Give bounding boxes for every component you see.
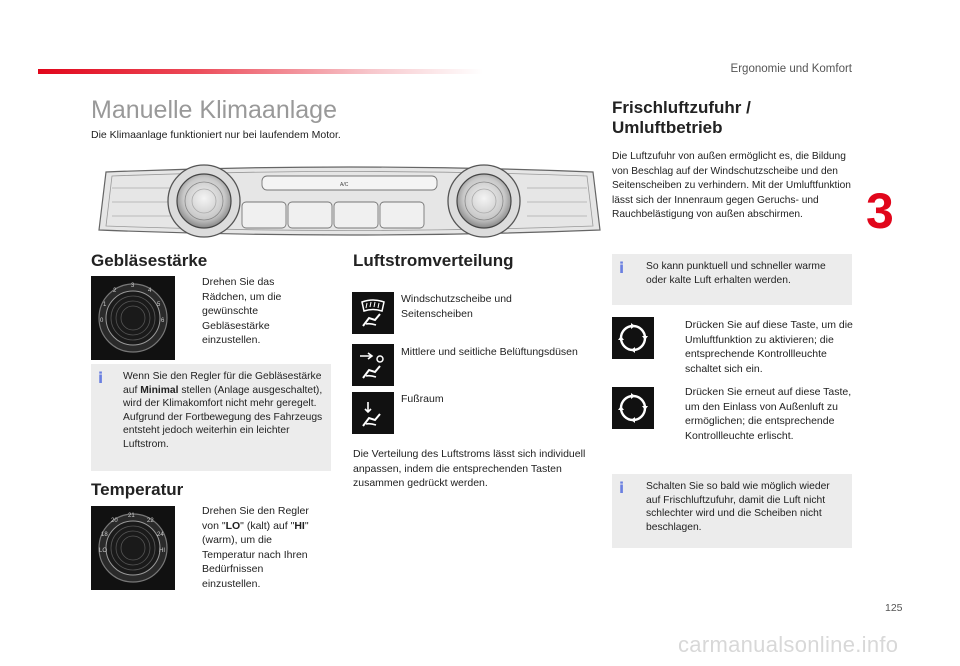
windshield-defrost-icon — [352, 292, 394, 334]
fan-speed-heading: Gebläsestärke — [91, 251, 208, 270]
svg-text:1: 1 — [103, 302, 107, 308]
recirculation-on-icon — [612, 317, 654, 359]
fan-speed-info-note: i Wenn Sie den Regler für die Gebläsestärke auf Minimal stellen (Anlage ausgeschaltet), wird der Klimakomfort nicht mehr geregelt. Aufgrund der Fortbewegung des Fahrzeugs entsteht jedoch weiterhin ein leichter Luftstrom. — [91, 364, 331, 471]
ac-button-label: A/C — [340, 182, 349, 188]
svg-text:24: 24 — [157, 532, 164, 538]
page-number: 125 — [885, 602, 903, 614]
airflow-label-windshield: Windschutzscheibe und Seitenscheiben — [401, 293, 512, 320]
climate-panel-illustration — [92, 158, 607, 244]
page-title: Manuelle Klimaanlage — [91, 96, 337, 124]
airflow-label-footwell: Fußraum — [401, 393, 444, 405]
temperature-knob-image — [91, 506, 175, 590]
svg-text:HI: HI — [159, 548, 165, 554]
fresh-air-info-note: i So kann punktuell und schneller warme oder kalte Luft erhalten werden. — [612, 254, 852, 305]
fresh-air-description: Die Luftzufuhr von außen ermöglicht es, die Bildung von Beschlag auf der Windschutzscheibe und den Seitenscheiben zu verhindern. Mit der Umluftfunktion lässt sich der Innenraum gegen Geruchs- und Rauchbelästigung von außen abschirmen. — [612, 151, 851, 220]
chapter-number: 3 — [866, 183, 894, 239]
svg-text:21: 21 — [128, 513, 135, 519]
svg-text:6: 6 — [161, 318, 165, 324]
recirculation-off-instruction: Drücken Sie erneut auf diese Taste, um den Einlass von Außenluft zu ermöglichen; die entsprechende Kontrollleuchte erlischt. — [685, 386, 852, 442]
svg-text:22: 22 — [147, 518, 154, 524]
svg-text:3: 3 — [131, 283, 135, 289]
recirculation-off-icon — [612, 387, 654, 429]
page-intro: Die Klimaanlage funktioniert nur bei laufendem Motor. — [91, 129, 341, 141]
fan-speed-knob-image — [91, 276, 175, 360]
section-label: Ergonomie und Komfort — [730, 63, 852, 75]
info-icon: i — [619, 259, 625, 277]
svg-text:2: 2 — [113, 288, 117, 294]
info-icon: i — [619, 479, 625, 497]
svg-text:LO: LO — [99, 548, 108, 554]
svg-text:20: 20 — [111, 518, 118, 524]
temperature-instruction: Drehen Sie den Regler von "LO" (kalt) auf "HI" (warm), um die Temperatur nach Ihren Bedürfnissen einzustellen. — [202, 505, 309, 590]
svg-text:4: 4 — [148, 288, 152, 294]
svg-text:5: 5 — [157, 302, 161, 308]
fan-speed-instruction: Drehen Sie das Rädchen, um die gewünschte Gebläsestärke einzustellen. — [202, 276, 282, 346]
svg-text:0: 0 — [100, 318, 104, 324]
fresh-air-warning-note: i Schalten Sie so bald wie möglich wieder auf Frischluftzufuhr, damit die Luft nicht schlechter wird und die Scheiben nicht beschlagen. — [612, 474, 852, 548]
footer-watermark-url: carmanualsonline.info — [678, 632, 899, 657]
airflow-description: Die Verteilung des Luftstroms lässt sich individuell anpassen, indem die entsprechenden Tasten zusammen gedrückt werden. — [353, 448, 586, 489]
svg-text:18: 18 — [101, 532, 108, 538]
info-icon: i — [98, 369, 104, 387]
footwell-icon — [352, 392, 394, 434]
face-vent-icon — [352, 344, 394, 386]
temperature-heading: Temperatur — [91, 480, 184, 499]
airflow-label-vents: Mittlere und seitliche Belüftungsdüsen — [401, 346, 578, 358]
airflow-heading: Luftstromverteilung — [353, 251, 514, 270]
header-accent-bar — [38, 69, 483, 74]
fresh-air-heading: Frischluftzufuhr / Umluftbetrieb — [612, 98, 751, 137]
recirculation-on-instruction: Drücken Sie auf diese Taste, um die Umluftfunktion zu aktivieren; die entsprechende Kontrollleuchte schaltet sich ein. — [685, 319, 853, 375]
